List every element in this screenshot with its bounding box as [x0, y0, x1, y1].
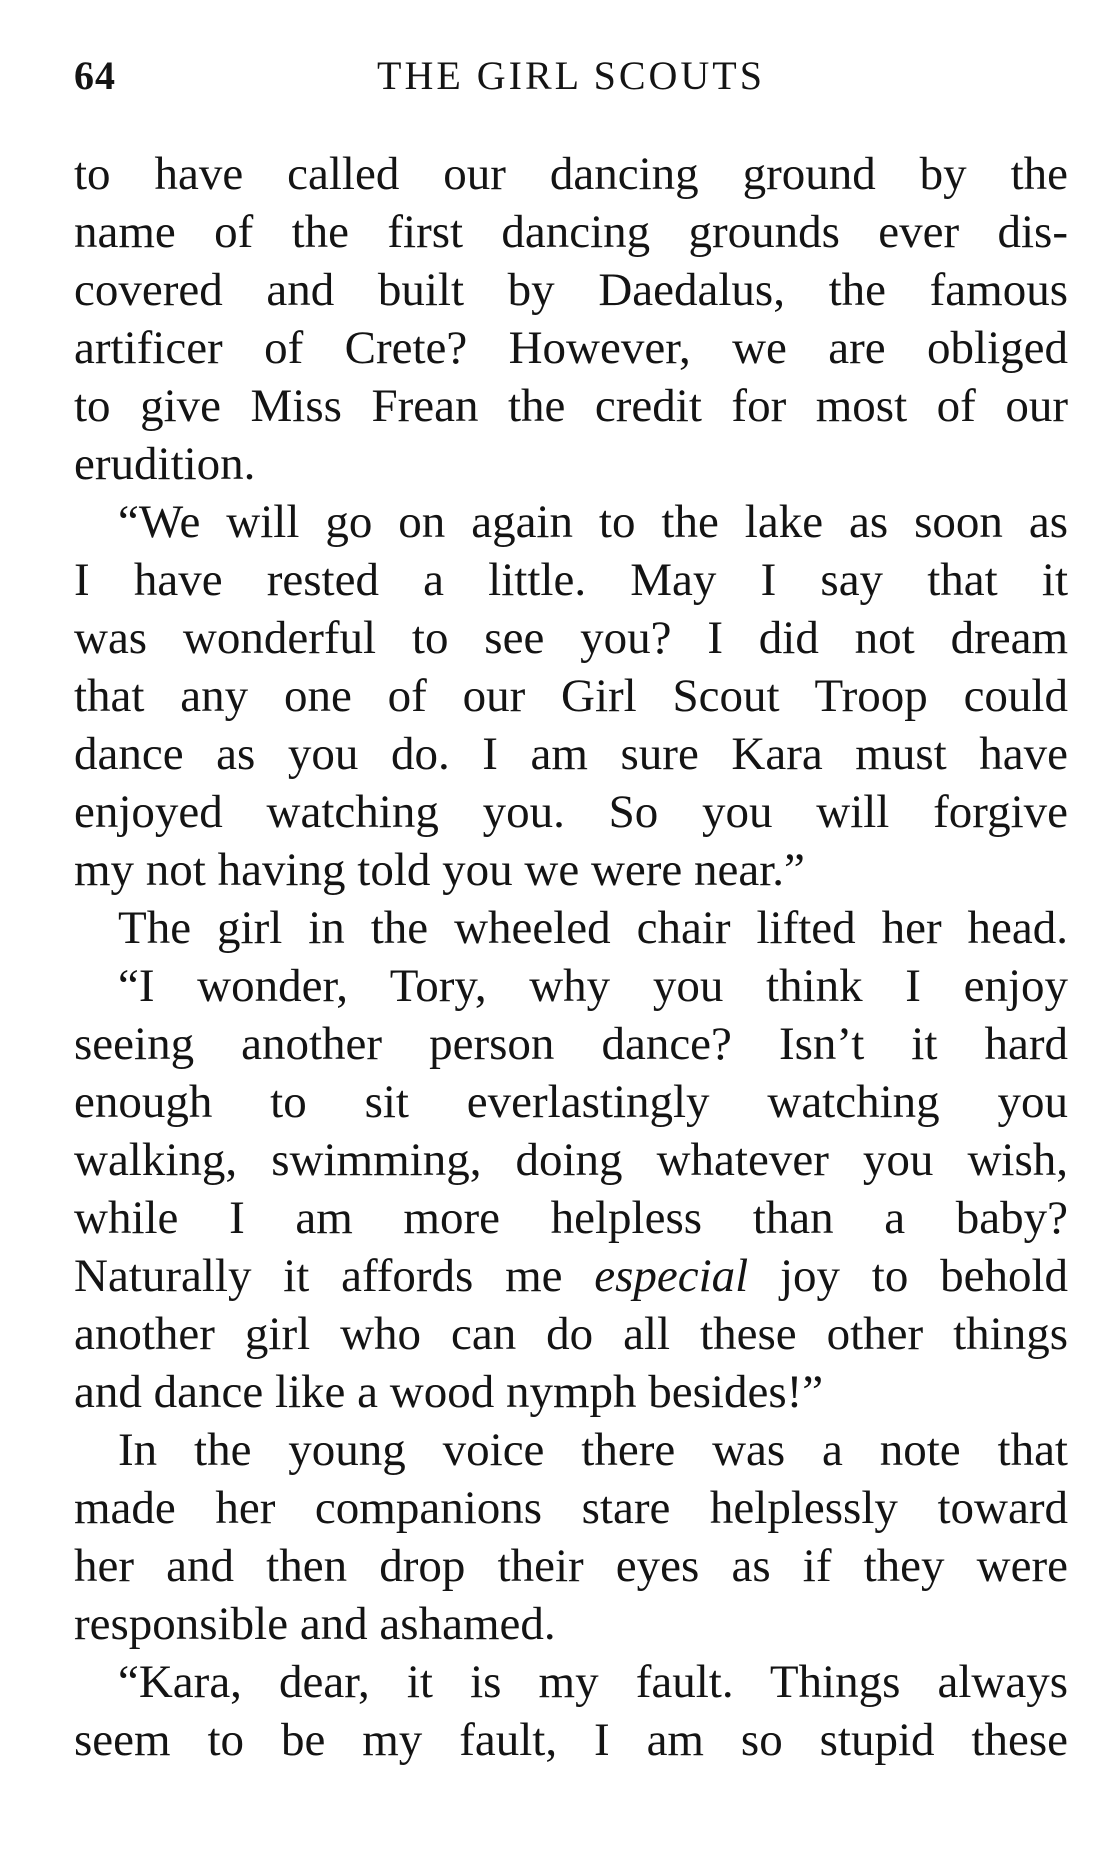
- text-line: while I am more helpless than a baby?: [74, 1192, 1068, 1244]
- text-line: “We will go on again to the lake as soon as: [118, 496, 1068, 548]
- text-line: walking, swimming, doing whatever you wish,: [74, 1134, 1068, 1186]
- text-segment: Naturally it affords me: [74, 1250, 595, 1302]
- text-line: dance as you do. I am sure Kara must have: [74, 728, 1068, 780]
- body-text: [74, 145, 1068, 1769]
- emphasized-word: especial: [594, 1250, 749, 1302]
- text-line: enough to sit everlastingly watching you: [74, 1076, 1068, 1128]
- text-line: another girl who can do all these other things: [74, 1308, 1068, 1360]
- text-line: In the young voice there was a note that: [118, 1424, 1068, 1476]
- text-line: artificer of Crete? However, we are obliged: [74, 322, 1068, 374]
- text-line: her and then drop their eyes as if they were: [74, 1540, 1068, 1592]
- page-number: 64: [74, 53, 116, 98]
- text-line: was wonderful to see you? I did not dream: [74, 612, 1068, 664]
- text-line: and dance like a wood nymph besides!”: [74, 1366, 824, 1418]
- text-line: “I wonder, Tory, why you think I enjoy: [118, 960, 1068, 1012]
- text-line: erudition.: [74, 438, 256, 490]
- text-line: name of the first dancing grounds ever dis-: [74, 206, 1068, 258]
- text-line: covered and built by Daedalus, the famous: [74, 264, 1068, 316]
- book-title: THE GIRL SCOUTS: [377, 53, 765, 98]
- text-line: my not having told you we were near.”: [74, 844, 805, 896]
- text-line: “Kara, dear, it is my fault. Things always: [118, 1656, 1068, 1708]
- text-line: I have rested a little. May I say that it: [74, 554, 1068, 606]
- text-line: The girl in the wheeled chair lifted her head.: [118, 902, 1068, 954]
- text-line: that any one of our Girl Scout Troop could: [74, 670, 1068, 722]
- text-line: [74, 1247, 1068, 1305]
- text-line: seeing another person dance? Isn’t it hard: [74, 1018, 1068, 1070]
- text-line: enjoyed watching you. So you will forgive: [74, 786, 1068, 838]
- text-line: made her companions stare helplessly toward: [74, 1482, 1068, 1534]
- text-line: seem to be my fault, I am so stupid these: [74, 1714, 1068, 1766]
- text-line: responsible and ashamed.: [74, 1598, 556, 1650]
- running-head: [74, 52, 1068, 102]
- text-line: to give Miss Frean the credit for most of our: [74, 380, 1068, 432]
- text-segment: joy to behold: [748, 1250, 1069, 1302]
- text-line: to have called our dancing ground by the: [74, 148, 1068, 200]
